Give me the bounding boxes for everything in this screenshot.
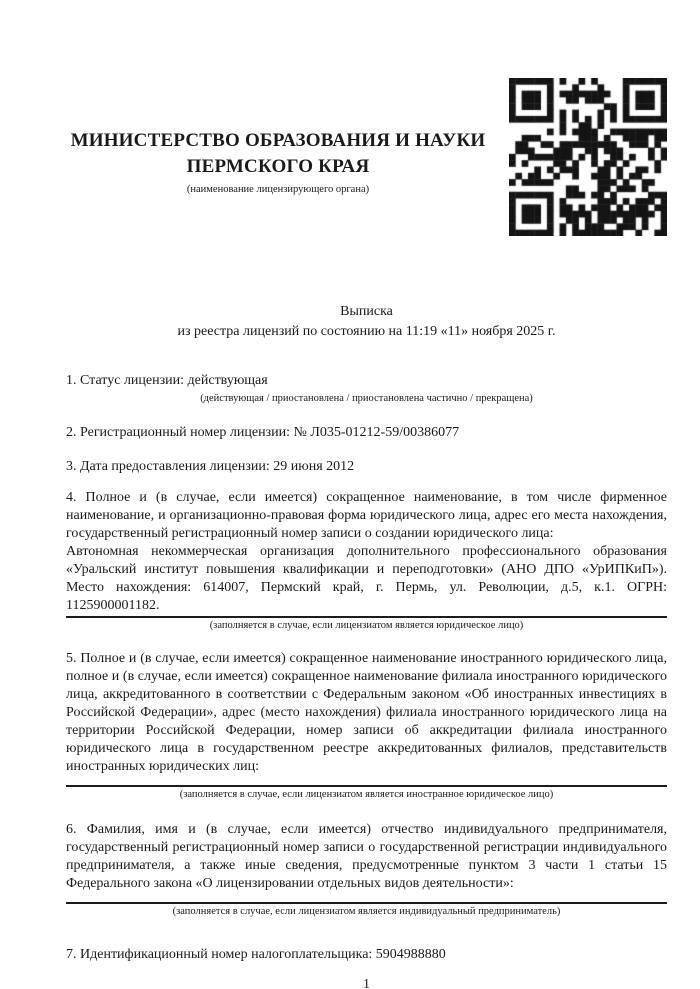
authority-name-line1: МИНИСТЕРСТВО ОБРАЗОВАНИЯ И НАУКИ [70, 130, 486, 151]
authority-caption: (наименование лицензирующего органа) [186, 184, 370, 195]
document-header [66, 78, 667, 238]
item-5-foreign-entity-label: 5. Полное и (в случае, если имеется) сокращенное наименование иностранного юридического лица, полное и (в случае, если имеется) сокращенное наименование филиала иностранного юридического лица, аккредитованного в соответствии с Федеральным законом «Об иностранных инвестициях в Российской Федерации», адрес (место нахождения) филиала иностранного юридического лица на территории Российской Федерации, номер записи об аккредитации филиала иностранного юридического лица в государственном реестре аккредитованных филиалов, представительств иностранных юридических лиц: [66, 651, 667, 774]
item-5-blank-fill-line [66, 776, 667, 787]
document-title-line1: Выписка [340, 304, 393, 319]
item-3-grant-date: 3. Дата предоставления лицензии: 29 июня 2012 [66, 459, 355, 474]
page-number: 1 [363, 977, 370, 989]
item-6-entrepreneur-label: 6. Фамилия, имя и (в случае, если имеется) отчество индивидуального предпринимателя, государственный регистрационный номер записи о государственной регистрации индивидуального предпринимателя, а также иные сведения, предусмотренные пунктом 3 части 1 статьи 15 Федерального закона «О лицензировании отдельных видов деятельности»: [66, 822, 667, 891]
document-title-line2: из реестра лицензий по состоянию на 11:19 «11» ноября 2025 г. [177, 324, 556, 339]
licensing-authority-block [66, 78, 490, 196]
qr-code-icon [509, 78, 667, 236]
authority-name-line2: ПЕРМСКОГО КРАЯ [186, 156, 370, 177]
item-6-blank-fill-line [66, 893, 667, 904]
item-4-legal-entity-label: 4. Полное и (в случае, если имеется) сокращенное наименование, в том числе фирменное наименование, и организационно-правовая форма юридического лица, адрес его места нахождения, государственный регистрационный номер записи о создании юридического лица: [66, 490, 667, 541]
document-title [66, 302, 667, 342]
item-1-license-status: 1. Статус лицензии: действующая [66, 373, 268, 388]
item-4-caption: (заполняется в случае, если лицензиатом является юридическое лицо) [209, 620, 524, 631]
item-5-caption: (заполняется в случае, если лицензиатом является иностранное юридическое лицо) [179, 789, 554, 800]
item-4-legal-entity-value: Автономная некоммерческая организация дополнительного профессионального образования «Уральский институт повышения квалификации и переподготовки» (АНО ДПО «УрИПКиП»). Место нахождения: 614007, Пермский край, г. Пермь, ул. Революции, д.5, к.1. ОГРН: 1125900001182. [66, 543, 667, 618]
item-7-taxpayer-number: 7. Идентификационный номер налогоплательщика: 5904988880 [66, 947, 446, 962]
item-1-caption: (действующая / приостановлена / приостановлена частично / прекращена) [200, 393, 533, 404]
item-6-caption: (заполняется в случае, если лицензиатом является индивидуальный предприниматель) [172, 906, 561, 917]
item-2-registration-number: 2. Регистрационный номер лицензии: № Л035-01212-59/00386077 [66, 425, 460, 440]
